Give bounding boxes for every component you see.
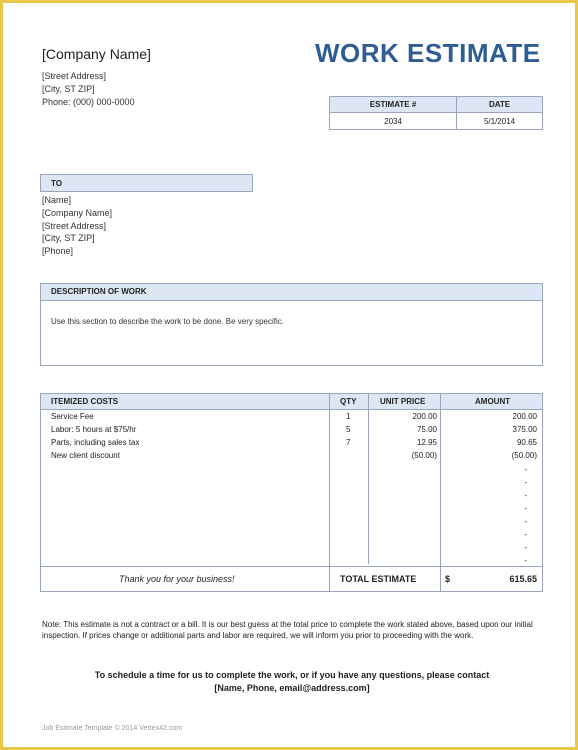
estimate-number-header: ESTIMATE # (330, 97, 457, 113)
items-header-unit: UNIT PRICE (380, 397, 426, 406)
date-header: DATE (457, 97, 543, 113)
row-description: Service Fee (51, 412, 94, 421)
row-amount: 90.65 (516, 438, 537, 447)
to-phone[interactable]: [Phone] (42, 246, 74, 256)
contact-line-1: To schedule a time for us to complete the work, or if you have any questions, please contact (94, 670, 490, 680)
estimate-note: Note: This estimate is not a contract or a bill. It is our best guess at the total price to complete the work stated above, based upon our initial inspection. If prices change or additional parts and labor are required, we will inform you prior to proceeding with the work. (42, 620, 533, 640)
items-header-amount: AMOUNT (475, 397, 511, 406)
items-header-item: ITEMIZED COSTS (51, 397, 119, 406)
total-row (41, 566, 542, 591)
estimate-number[interactable]: 2034 (330, 113, 457, 130)
to-name[interactable]: [Name] (42, 195, 72, 205)
contact-line-2: [Name, Phone, email@address.com] (214, 683, 370, 693)
empty-amount: - (524, 530, 527, 539)
row-unit-price: 75.00 (416, 425, 437, 434)
row-amount: (50.00) (511, 451, 537, 460)
to-city[interactable]: [City, ST ZIP] (42, 233, 95, 243)
empty-amount: - (524, 504, 527, 513)
company-name: [Company Name] (42, 46, 151, 62)
row-qty: 1 (346, 412, 351, 421)
description-header: DESCRIPTION OF WORK (41, 284, 542, 301)
company-street: [Street Address] (42, 71, 107, 81)
thanks-message: Thank you for your business! (119, 574, 235, 584)
empty-amount: - (524, 491, 527, 500)
table-row[interactable] (41, 411, 542, 424)
empty-amount: - (524, 478, 527, 487)
row-amount: 375.00 (512, 425, 537, 434)
total-currency: $ (445, 574, 451, 584)
description-body[interactable]: Use this section to describe the work to be done. Be very specific. (51, 317, 285, 326)
company-city: [City, ST ZIP] (42, 84, 95, 94)
company-phone: Phone: (000) 000-0000 (42, 97, 135, 107)
description-section (40, 283, 543, 366)
document-title: WORK ESTIMATE (315, 38, 541, 68)
table-row[interactable] (41, 424, 542, 437)
row-unit-price: 12.95 (416, 438, 437, 447)
itemized-costs-table (40, 393, 543, 592)
items-header-row (41, 394, 542, 410)
to-header: TO (40, 174, 253, 192)
to-street[interactable]: [Street Address] (42, 221, 107, 231)
row-amount: 200.00 (512, 412, 537, 421)
row-qty: 7 (346, 438, 351, 447)
total-value: 615.65 (509, 574, 537, 584)
empty-amount: - (524, 556, 527, 565)
empty-amount: - (524, 543, 527, 552)
row-qty: 5 (346, 425, 351, 434)
items-header-qty: QTY (340, 397, 357, 406)
to-company[interactable]: [Company Name] (42, 208, 113, 218)
row-description: New client discount (51, 451, 120, 460)
table-row[interactable] (41, 450, 542, 463)
estimate-date[interactable]: 5/1/2014 (457, 113, 543, 130)
row-unit-price: (50.00) (411, 451, 437, 460)
row-description: Labor: 5 hours at $75/hr (51, 425, 137, 434)
footer-copyright: Job Estimate Template © 2014 Vertex42.com (42, 725, 183, 732)
empty-amount: - (524, 517, 527, 526)
row-unit-price: 200.00 (412, 412, 437, 421)
empty-amount: - (524, 465, 527, 474)
row-description: Parts, including sales tax (51, 438, 140, 447)
estimate-info-table (329, 96, 543, 130)
total-label: TOTAL ESTIMATE (340, 574, 417, 584)
table-row[interactable] (41, 437, 542, 450)
